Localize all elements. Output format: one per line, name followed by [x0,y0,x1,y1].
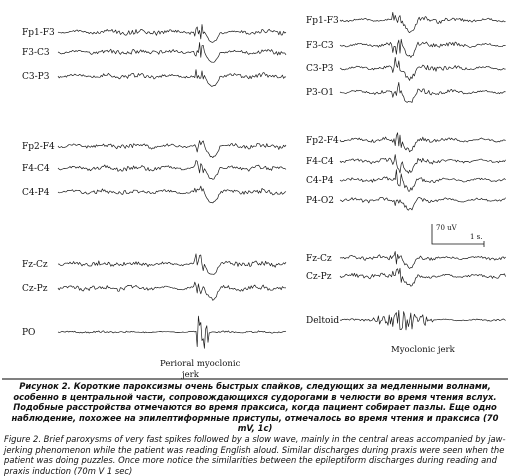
right-label-fz-cz: Fz-Cz [306,254,332,264]
right-label-cz-pz: Cz-Pz [306,272,332,282]
left-label-fp2-f4: Fp2-F4 [22,142,55,152]
right-trace-fp1-f3 [340,12,506,32]
right-label-p3-o1: P3-O1 [306,88,334,98]
left-trace-fp1-f3 [58,25,286,43]
caption-russian: Рисунок 2. Короткие пароксизмы очень быстрых спайков, следующих за медленными волнами, особенно в центральной части, сопровождающихся судорогами в челюсти во время чтения вслух. Подобные расстройства отмечаются во время праксиса, когда пациент собирает пазлы. Еще одно наблюдение, похожее на эпилептиформные приступы, отмечалось во время чтения и праксиса (70 mV, 1c) [11,381,499,434]
right-channel-labels [306,16,339,326]
left-label-f4-c4: F4-C4 [22,164,50,174]
left-channel-labels [22,28,55,338]
right-trace-fp2-f4 [340,133,506,152]
right-label-c4-p4: C4-P4 [306,176,334,186]
left-trace-fz-cz [58,254,286,275]
right-trace-cz-pz [340,268,506,286]
left-label-fz-cz: Fz-Cz [22,260,48,270]
right-label-f4-c4: F4-C4 [306,157,334,167]
right-trace-c4-p4 [340,170,506,192]
right-label-p4-o2: P4-O2 [306,196,334,206]
right-trace-p3-o1 [340,82,506,102]
left-label-c4-p4: C4-P4 [22,188,50,198]
perioral-jerk-annotation: Perioral myoclonic [160,359,241,369]
left-trace-cz-pz [58,282,286,300]
right-trace-fz-cz [340,252,506,269]
left-label-cz-pz: Cz-Pz [22,284,48,294]
left-trace-f3-c3 [58,43,286,63]
left-eeg-traces [58,25,286,349]
right-label-c3-p3: C3-P3 [306,64,334,74]
right-trace-p4-o2 [340,197,506,210]
left-trace-po [58,316,286,348]
right-trace-f4-c4 [340,155,506,174]
left-label-f3-c3: F3-C3 [22,48,50,58]
myoclonic-jerk-annotation: Myoclonic jerk [391,345,455,355]
right-trace-deltoid [340,310,506,330]
caption-english: Figure 2. Brief paroxysms of very fast spikes followed by a slow wave, mainly in the central areas accompanied by jaw-jerking phenomenon while the patient was reading English aloud. Similar discharges during praxis were seen when the patient was doing puzzles. Once more notice the similarities between the epileptiform discharges during reading and praxis induction (70m V 1 sec) [4,433,506,476]
right-eeg-traces [340,12,506,330]
right-label-f3-c3: F3-C3 [306,41,334,51]
right-label-fp1-f3: Fp1-F3 [306,16,339,26]
right-label-deltoid: Deltoid [306,316,340,326]
scale-time-label: 1 s. [470,233,483,241]
right-trace-f3-c3 [340,39,506,57]
perioral-jerk-annotation-line2: jerk [182,370,199,380]
left-label-po: PO [22,328,36,338]
right-label-fp2-f4: Fp2-F4 [306,136,339,146]
scale-bar [432,224,484,247]
left-trace-c3-p3 [58,70,286,87]
right-trace-c3-p3 [340,57,506,80]
figure-caption [4,381,506,476]
left-label-fp1-f3: Fp1-F3 [22,28,55,38]
left-label-c3-p3: C3-P3 [22,72,50,82]
left-trace-fp2-f4 [58,141,286,158]
left-trace-f4-c4 [58,161,286,180]
left-trace-c4-p4 [58,186,286,203]
scale-amplitude-label: 70 uV [436,224,457,232]
